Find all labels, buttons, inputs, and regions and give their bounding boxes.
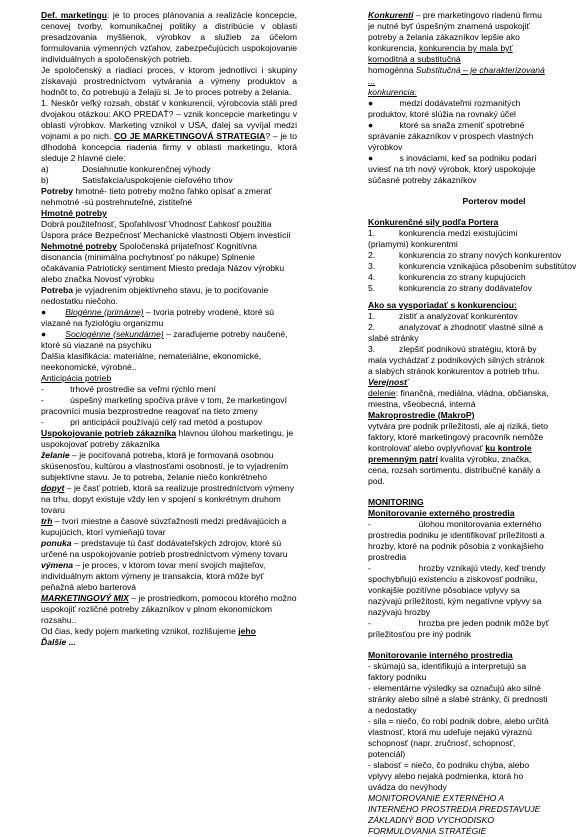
uspokojovanie-paragraph	[41, 428, 297, 450]
anticipacia-item-2: - úspešný marketing spočíva práve v tom, že marketingoví pracovníci musia bezprostredne reagovať na tieto zmeny	[41, 395, 290, 416]
makro-text-1: vytvára pre podnik príležitosti, ale aj riziká, tieto faktory, ktoré marketingový pracovník nemôže kontrolovať alebo ovplyvňovať	[368, 421, 549, 453]
makro-text-2: kvalita výrobku, značka, cena, rozsah sortimentu, distribučné kanály a pod.	[368, 454, 541, 486]
dalsia-klasifikacia: Ďalšia klasifikácia: materiálne, nemateriálne, ekonomické, neekonomické, výrobné..	[41, 351, 262, 372]
sily-heading: Konkurenčné sily podľa Portera	[368, 217, 499, 227]
substitucna-rest: – je charakterizovaná ...	[368, 65, 545, 86]
hmotne-list: Dobrá použiteľnosť, Spoľahlivosť Vhodnosť Ľahkosť použitia Úspora práce Bezpečnosť Mechanické vlastnosti Objem investícií	[41, 219, 291, 240]
anticipacia-item-3: - pri anticipácii používajú celý rad metód a postupov	[41, 417, 263, 427]
sila-2: 2. konkurencia zo strany nových konkurentov	[368, 250, 562, 260]
dopyt-paragraph	[41, 483, 297, 516]
strategy-question: CO JE MARKETINGOVÁ STRATEGIA	[114, 131, 266, 141]
nehmotne-line: nehmotné -sú postrehnuteľné, zistiteľné	[41, 197, 193, 207]
hmotne-heading: Hmotné potreby	[41, 208, 107, 218]
sila-5: 5. konkurencia zo strany dodávateľov	[368, 283, 532, 293]
porterov-model-title: Porterov model	[462, 196, 526, 206]
konkurenti-label: Konkurenti	[368, 10, 414, 20]
goal-a: a) Dosiahnutie konkurenčnej výhody	[41, 164, 211, 174]
verejnost-text: : finančná, mediálna, vládna, občianska, miestna, všeobecná, interná	[368, 388, 549, 409]
strategy-answer: ? – je to dlhodobá koncepcia riadenia firmy v oblasti marketingu, ktorá sleduje 2 hlavné ciele:	[41, 131, 297, 163]
internal-item-1: - skúmajú sa, identifikujú a interpretujú sa faktory podniku	[368, 661, 527, 682]
ponuka-label: ponuka	[41, 538, 72, 548]
sila-1: 1. konkurencia medzi existujúcimi (priamymi) konkurentmi	[368, 228, 520, 249]
substitucna-line	[368, 65, 550, 87]
vymena-text: – je proces, v ktorom tovar mení svojich majiteľov, individuálnym aktom výmeny je transakcia, ktorá môže byť peňažná alebo barterová	[41, 560, 266, 592]
biogenne-item: ● Biogénne (primárne) – tvoria potreby vrodené, ktoré sú viazané na fyziológiu organizmu	[41, 307, 275, 328]
konkurencia-bullet-2: ● ktoré sa snaža zmeniť spotrebné správanie zákazníkov v prospech vlastných výrobkov	[368, 120, 536, 152]
sociogenne-label: Sociogénne (sekundárne)	[65, 329, 164, 339]
paragraph-process: Je spoločenský a riadiaci proces, v ktorom jednotlivci i skupiny získavajú prostredníctvom vytvárania a výmeny produktov a hodnôt to, čo potrebujú a želajú si. Je to proces potreby a želania.	[41, 65, 297, 97]
substitucna-label: Substitučná	[415, 65, 461, 75]
anticipacia-item-1: - trhové prostredie sa veľmi rýchlo mení	[41, 384, 216, 394]
definition-label: Def. marketingu	[41, 10, 108, 20]
internal-item-4: - slabosť = niečo, čo podniku chýba, alebo vplyvy alebo nejaká podmienka, ktorá ho uvádza do nevýhody	[368, 760, 530, 792]
uspokojovanie-label: Uspokojovanie potrieb zákazníka	[41, 428, 177, 438]
mix-label: MARKETINGOVÝ MIX	[41, 593, 129, 603]
monitoring-heading: MONITORING	[368, 497, 424, 507]
history-text: 1. Neskôr veľký rozsah, obstáť v konkurencii, výrobcovia stáli pred dvojakou otázkou: AKO PREDAŤ? – vznik koncepcie marketingu v oblasti výrobkov. Marketing vznikol v USA, ďalej sa vyvíjal medzi vojnami a po nich.	[41, 98, 297, 141]
od-cias-bold: jeho	[238, 626, 256, 636]
makro-underlined: ku kontrole premenným patrí	[368, 443, 532, 464]
potreba-paragraph	[41, 285, 297, 307]
verejnost-paragraph	[368, 388, 550, 410]
dopyt-label: dopyt	[41, 483, 65, 493]
ponuka-text: – predstavuje tú časť dodávateľských zdrojov, ktoré sú určené na uspokojovanie potrieb prostredníctvom výmeny tovaru	[41, 538, 288, 559]
internal-item-3: - sila = niečo, čo robí podnik dobre, alebo určitá vlastnosť, ktorá mu udeľuje nejakú výraznú schopnosť (napr. zručnosť, schopnosť, potenciál)	[368, 716, 549, 759]
zelanie-text: – je pociťovaná potreba, ktorá je formovaná osobnou skúsenosťou, kultúrou a vlastnosťami osobnosti, je to vyjadrením subjektívne stavu. Je to potreba, želanie niečo konkrétneho	[41, 450, 289, 482]
konkurenti-paragraph	[368, 10, 550, 65]
right-column	[368, 10, 576, 837]
vysporiadat-1: 1. zistiť a analyzovať konkurentov	[368, 311, 518, 321]
dopyt-text: – je časť potrieb, ktorá sa realizuje prostredníctvom výmeny na trhu, dopyt existuje vždy len v spojení s konkrétnym druhom tovaru	[41, 483, 295, 515]
od-cias-paragraph	[41, 626, 297, 637]
vysporiadat-3: 3. zlepšiť podnikovú stratégiu, ktorá by mala vychádzať z podnikových silných stránok a slabých stránok konkurentov a potrieb trhu.	[368, 344, 548, 376]
verejnost-label: delenie	[368, 388, 396, 398]
trh-label: trh	[41, 516, 53, 526]
cut-line: Ďalšie ...	[41, 637, 76, 647]
external-item-3: - hrozba pre jeden podnik môže byť príležitosťou pre iný podnik	[368, 618, 552, 639]
potreby-line	[41, 186, 297, 197]
konkurencia-bullet-3: ● s inováciami, keď sa podniku podarí uviesť na trh nový výrobok, ktorý uspokojuje súčasné potreby zákazníkov	[368, 153, 539, 185]
homogenna-text: homogénna	[368, 65, 416, 75]
paragraph-history	[41, 98, 297, 164]
definition-text: : je to proces plánovania a realizácie koncepcie, cenovej tvorby, komunikačnej politiky a distribúcie v oblasti presadzovania myšlienok, výrobkov a služieb za účelom formulovania výmenných vzťahov, zabezpečujúcich uspokojovanie individuálnych a spoločenských potrieb.	[41, 10, 297, 64]
potreba-label: Potreba	[41, 285, 73, 295]
trh-paragraph	[41, 516, 297, 538]
uspokojovanie-text: hlavnou úlohou marketingu, je uspokojovať potreby zákazníka	[41, 428, 294, 449]
goal-b: b) Satisfakcia/uspokojenie cieľového trhov	[41, 175, 233, 185]
mix-paragraph	[41, 593, 297, 626]
external-item-2: - hrozby vznikajú vtedy, keď trendy spochybňujú existenciu a ziskovosť podniku, vonkajšie pozitívne pôsobiace vplyvy sa nazývajú príležitosti, kým negatívne vplyvy sa nazývajú hrozby	[368, 563, 548, 617]
internal-item-2: - elementárne výsledky sa označujú ako silné stránky alebo silné a slabé stránky, či prednosti a nedostatky	[368, 683, 548, 715]
zelanie-label: želanie	[41, 450, 70, 460]
biogenne-label: Biogénne (primárne)	[65, 307, 144, 317]
sila-4: 4. konkurencia zo strany kupujúcich	[368, 272, 526, 282]
internal-heading: Monitorovanie interného prostredia	[368, 650, 513, 660]
nehmotne-list: Spoločenská prijateľnosť Kognitívna disonancia (minimálna pochybnosť po nákupe) Splnenie očakávania Patriotický sentiment Miesto predaja Názov výrobku alebo značka Novosť výrobku	[41, 241, 285, 284]
od-cias-text: Od čias, kedy pojem marketing vznikol, rozlišujeme	[41, 626, 239, 636]
vymena-paragraph	[41, 560, 297, 593]
verejnost-heading: Verejnosť	[368, 377, 409, 387]
external-item-1: - úlohou monitorovania externého prostredia podniku je identifikovať príležitosti a hrozby, ktoré na podnik pôsobia z vonkajšieho prostredia	[368, 519, 548, 562]
biogenne-text: – tvoria potreby vrodené, ktoré sú viazané na fyziológiu organizmu	[41, 307, 275, 328]
left-column	[41, 10, 297, 648]
potreby-text: hmotné- tieto potreby možno ľahko opísať a zmerať	[73, 186, 272, 196]
konkurencia-label: konkurencia:	[368, 87, 417, 97]
konkurencia-bullet-1: ● medzi dodávateľmi rozmanitých produktov, ktoré slúžia na rovnaký účel	[368, 98, 523, 119]
definition-paragraph	[41, 10, 297, 65]
sociogenne-text: – zaraďujeme potreby naučené, ktoré sú viazané na psychiku	[41, 329, 288, 350]
sociogenne-item: ● Sociogénne (sekundárne) – zaraďujeme potreby naučené, ktoré sú viazané na psychiku	[41, 329, 288, 350]
ponuka-paragraph	[41, 538, 297, 560]
makro-heading: Makroprostredie (MakroP)	[368, 410, 475, 420]
trh-text: – tvorí miestne a časové súvzťažnosti medzi predávajúcich a kupujúcich, ktorí vymieňajú tovar	[41, 516, 287, 537]
vysporiadat-2: 2. analyzovať a zhodnotiť vlastné silné a slabé stránky	[368, 322, 546, 343]
konkurenti-underlined: konkurencia by mala byť komoditná a substitučná	[368, 43, 513, 64]
vymena-label: výmena	[41, 560, 74, 570]
nehmotne-heading: Nehmotné potreby	[41, 241, 117, 251]
konkurenti-text: – pre marketingovo riadenú firmu je nutné byť úspešným znamená uspokojiť potreby a želania zákazníkov lepšie ako konkurencia,	[368, 10, 542, 53]
vysporiadat-heading: Ako sa vysporiadať s konkurenciou:	[368, 300, 517, 310]
monitoring-summary: MONITOROVANIE EXTERNÉHO A INTERNÉHO PROSTREDIA PREDSTAVUJE ZÁKLADNÝ BOD VYCHODISKO FORMULOVANIA STRATÉGIE	[368, 793, 541, 836]
makro-paragraph	[368, 421, 550, 487]
potreby-label: Potreby	[41, 186, 73, 196]
nehmotne-paragraph	[41, 241, 297, 285]
sila-3: 3. konkurencia vznikajúca pôsobením substitútov	[368, 261, 576, 271]
zelanie-paragraph	[41, 450, 297, 483]
potreba-text: je vyjadrením objektívneho stavu, je to pociťovanie nedostatku niečoho.	[41, 285, 269, 306]
anticipacia-heading: Anticipácia potrieb	[41, 373, 112, 383]
external-heading: Monitorovanie externého prostredia	[368, 508, 515, 518]
mix-text: – je prostriedkom, pomocou ktorého možno uspokojiť rozličné potreby zákazníkov v plnom ekonomickom rozsahu..	[41, 593, 297, 625]
